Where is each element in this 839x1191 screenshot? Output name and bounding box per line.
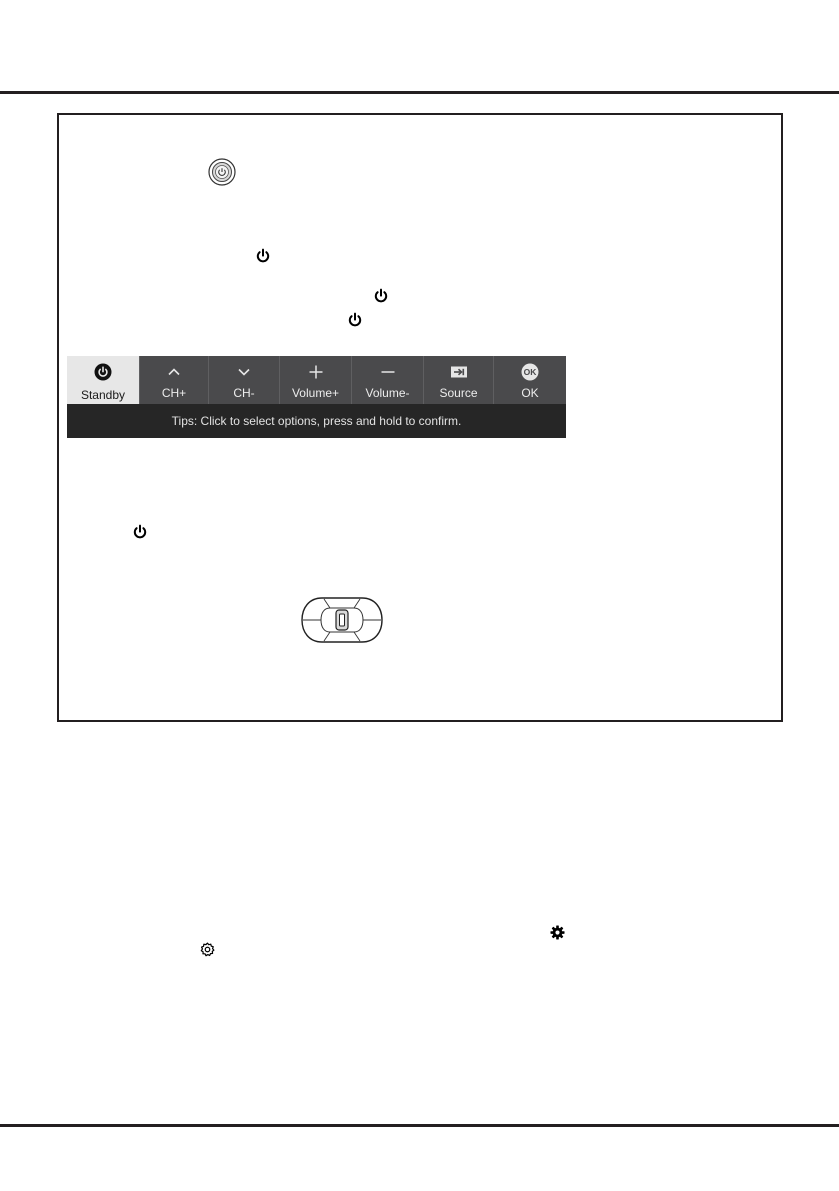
power-icon xyxy=(347,312,363,328)
gear-icon xyxy=(550,925,565,940)
tv-control-menu xyxy=(67,356,566,438)
menu-item-source[interactable] xyxy=(424,356,494,404)
power-button-round-icon xyxy=(208,158,236,186)
menu-item-label: Volume+ xyxy=(291,386,340,400)
power-icon xyxy=(132,524,148,540)
power-icon xyxy=(255,248,271,264)
menu-item-label: OK xyxy=(521,386,539,400)
chevron-up-icon xyxy=(166,364,182,380)
menu-item-label: CH- xyxy=(233,386,255,400)
svg-text:OK: OK xyxy=(523,367,537,378)
menu-row xyxy=(67,356,566,404)
menu-item-volume-down[interactable] xyxy=(352,356,424,404)
menu-item-volume-up[interactable] xyxy=(280,356,352,404)
menu-item-label: Standby xyxy=(80,388,126,402)
menu-item-standby[interactable] xyxy=(67,356,140,404)
menu-tips: Tips: Click to select options, press and hold to confirm. xyxy=(67,404,566,438)
bottom-rule xyxy=(0,1124,839,1127)
chevron-down-icon xyxy=(236,364,252,380)
minus-icon xyxy=(380,364,396,380)
menu-item-ch-up[interactable] xyxy=(140,356,209,404)
menu-item-label: CH+ xyxy=(161,386,187,400)
menu-item-ok[interactable] xyxy=(494,356,566,404)
plus-icon xyxy=(308,364,324,380)
source-icon xyxy=(450,364,468,380)
menu-item-label: Source xyxy=(439,386,478,400)
top-rule xyxy=(0,91,839,94)
power-filled-icon xyxy=(94,363,112,381)
power-icon xyxy=(373,288,389,304)
settings-outline-icon xyxy=(200,942,215,957)
menu-item-label: Volume- xyxy=(365,386,410,400)
joystick-control-icon xyxy=(300,596,384,644)
ok-icon xyxy=(521,363,539,381)
menu-item-ch-down[interactable] xyxy=(209,356,280,404)
